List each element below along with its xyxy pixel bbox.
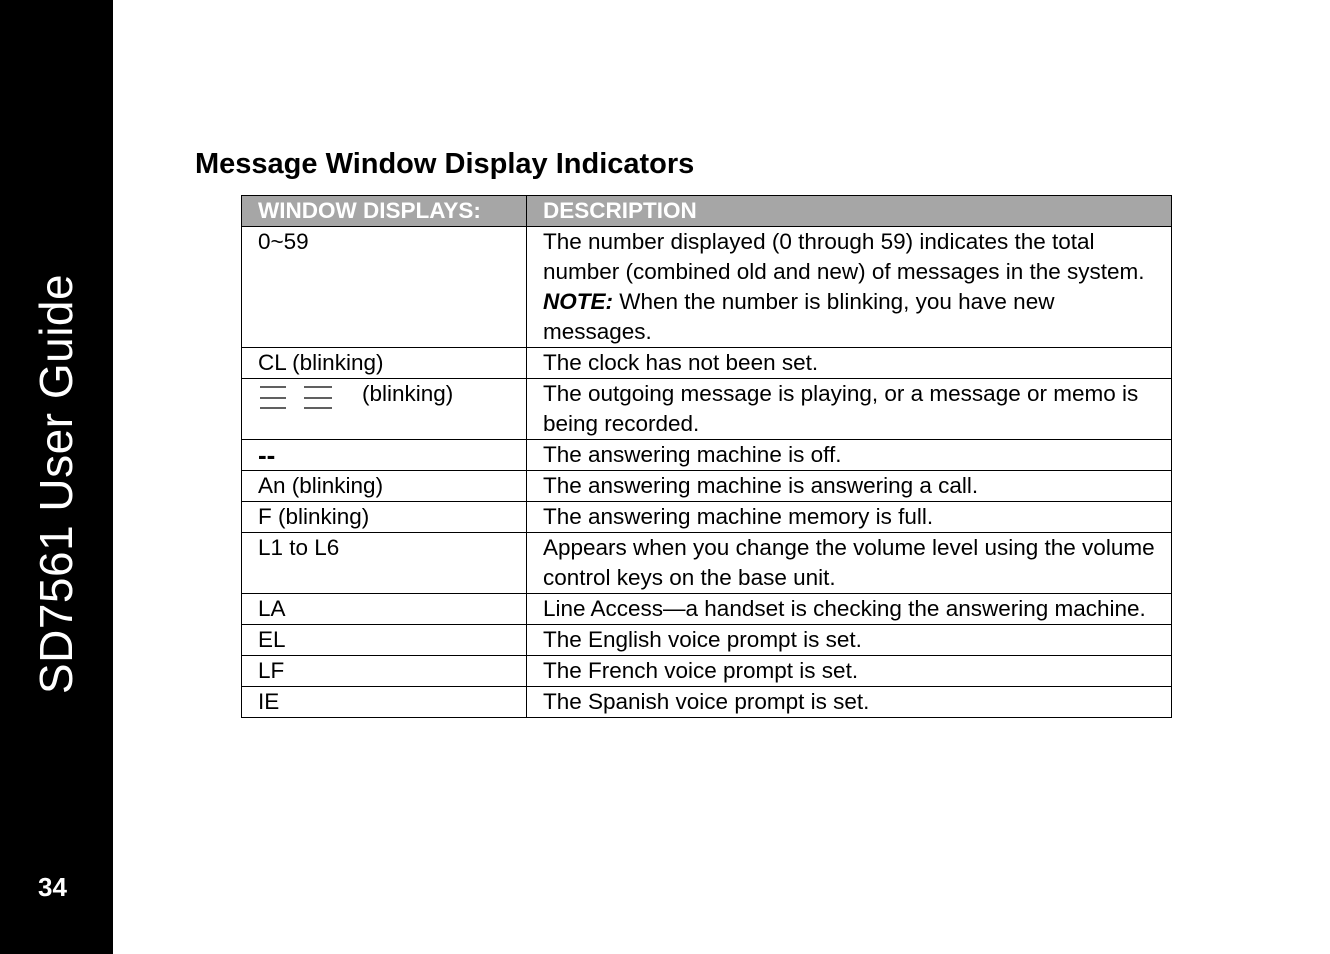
display-cell: CL (blinking): [242, 348, 527, 379]
table-row: [242, 227, 1172, 348]
description-cell: Line Access—a handset is checking the answering machine.: [526, 594, 1171, 625]
note-text: When the number is blinking, you have new messages.: [542, 289, 1055, 344]
description-cell: The answering machine memory is full.: [526, 502, 1171, 533]
display-text: (blinking): [362, 381, 454, 406]
description-cell: The outgoing message is playing, or a message or memo is being recorded.: [526, 379, 1171, 440]
header-window-displays: WINDOW DISPLAYS:: [242, 196, 527, 227]
table-row: [242, 625, 1172, 656]
display-cell: 0~59: [242, 227, 527, 348]
table-row: [242, 533, 1172, 594]
note-label: NOTE:: [542, 289, 613, 314]
display-cell: L1 to L6: [242, 533, 527, 594]
header-description: DESCRIPTION: [526, 196, 1171, 227]
description-cell: The clock has not been set.: [526, 348, 1171, 379]
display-cell: IE: [242, 687, 527, 718]
table-row: [242, 348, 1172, 379]
table-header-row: [242, 196, 1172, 227]
table-row: [242, 594, 1172, 625]
table-row: [242, 379, 1172, 440]
description-text: The number displayed (0 through 59) indicates the total number (combined old and new) of messages in the system.: [542, 229, 1145, 284]
guide-title: SD7561 User Guide: [30, 273, 82, 695]
display-cell: An (blinking): [242, 471, 527, 502]
rotating-segments-icon: [258, 381, 338, 421]
description-cell: The answering machine is off.: [526, 440, 1171, 471]
display-cell: F (blinking): [242, 502, 527, 533]
description-cell: The English voice prompt is set.: [526, 625, 1171, 656]
description-cell: The French voice prompt is set.: [526, 656, 1171, 687]
display-cell: EL: [242, 625, 527, 656]
table-row: [242, 502, 1172, 533]
display-cell: LF: [242, 656, 527, 687]
sidebar: [0, 0, 113, 954]
indicators-table: [241, 195, 1172, 718]
table-row: [242, 471, 1172, 502]
section-heading: Message Window Display Indicators: [195, 148, 695, 180]
table-row: [242, 440, 1172, 471]
description-cell: Appears when you change the volume level using the volume control keys on the base unit.: [526, 533, 1171, 594]
display-cell: LA: [242, 594, 527, 625]
table-row: [242, 687, 1172, 718]
description-cell: The answering machine is answering a call.: [526, 471, 1171, 502]
description-cell: The Spanish voice prompt is set.: [526, 687, 1171, 718]
table-row: [242, 656, 1172, 687]
display-cell: [242, 379, 527, 440]
page-number: 34: [38, 872, 67, 902]
description-cell: [526, 227, 1171, 348]
display-cell: --: [242, 440, 527, 471]
